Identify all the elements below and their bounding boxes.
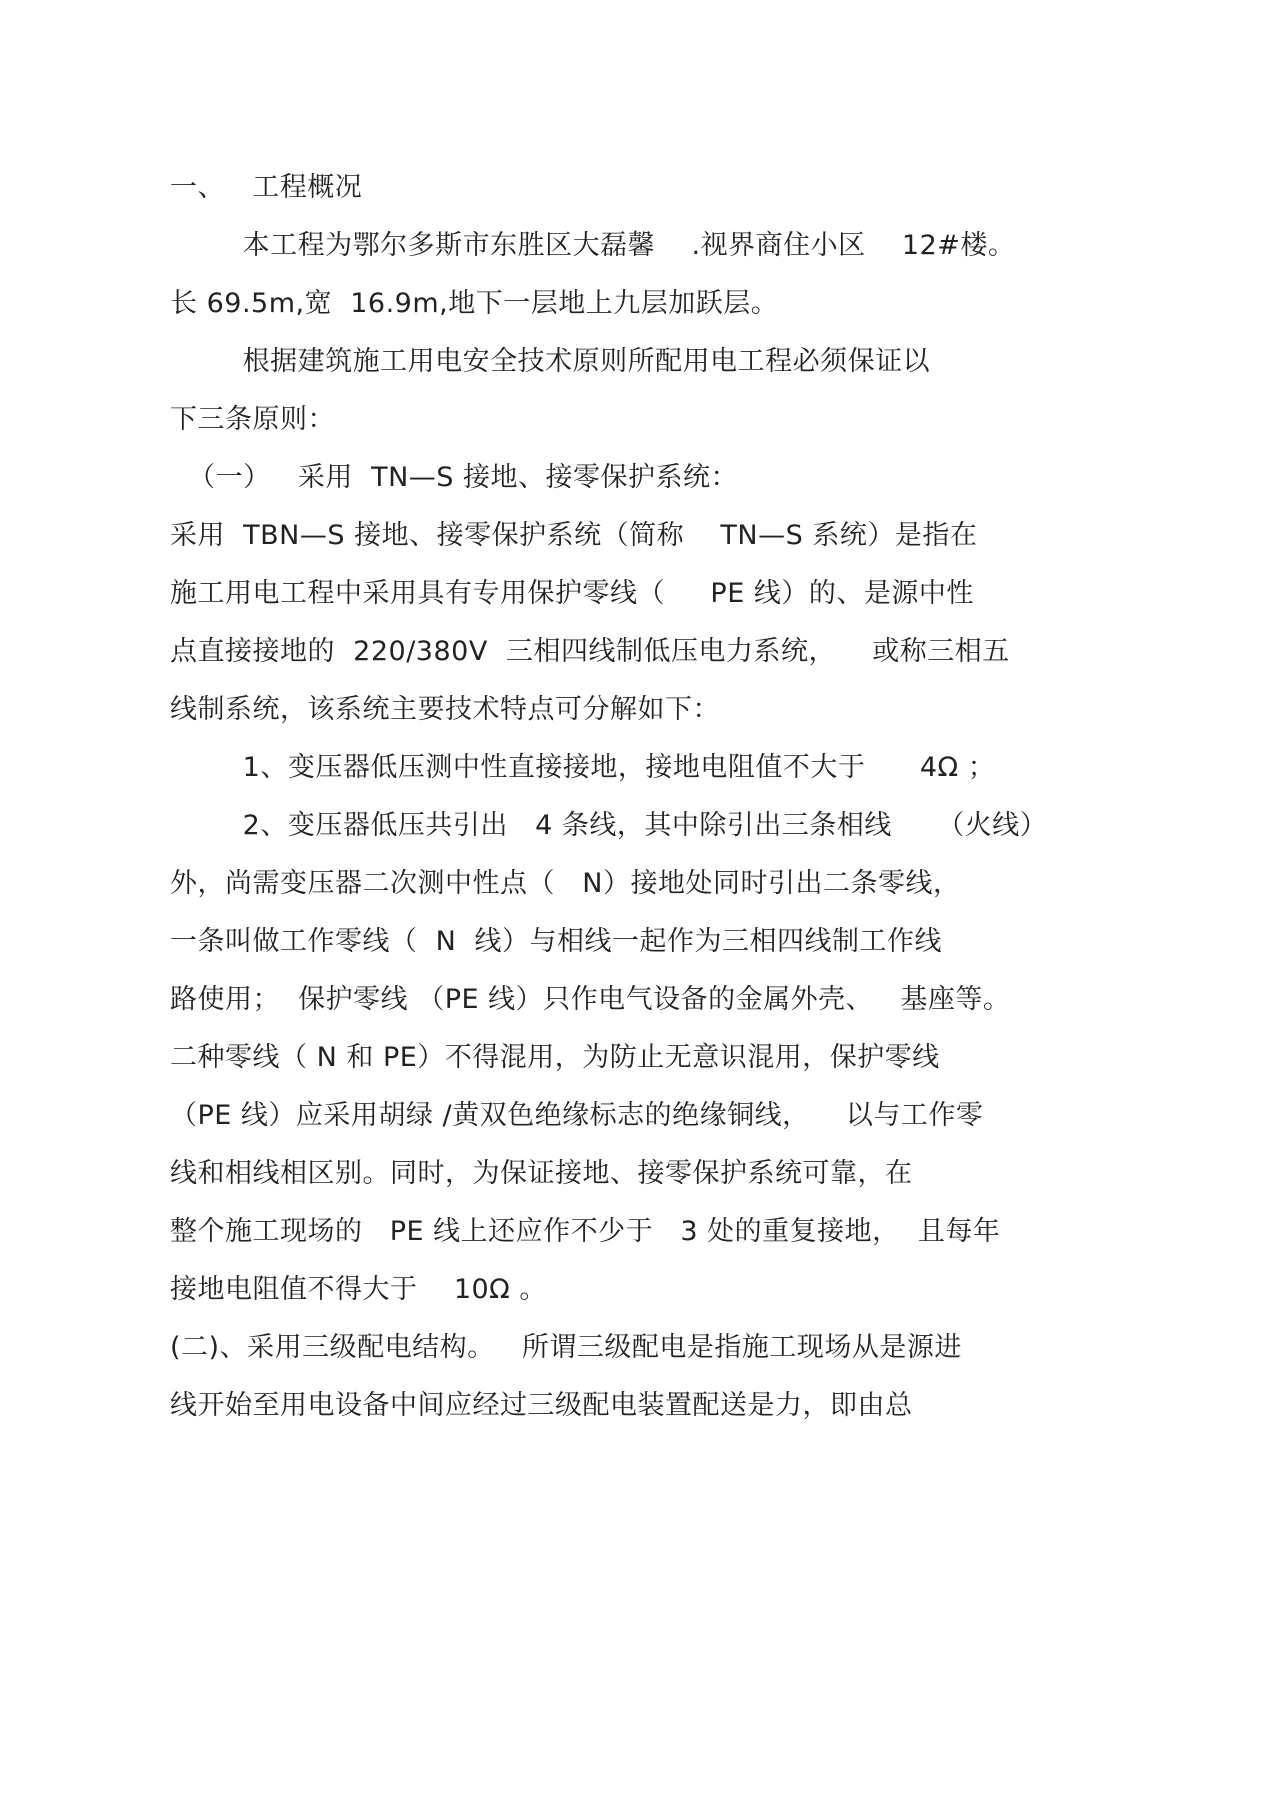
section-heading: 一、 工程概况 <box>170 172 363 203</box>
paragraph-line: （PE 线）应采用胡绿 /黄双色绝缘标志的绝缘铜线， 以与工作零 <box>170 1100 984 1131</box>
paragraph-line: 外，尚需变压器二次测中性点（ N）接地处同时引出二条零线， <box>170 868 961 899</box>
paragraph-line: 路使用； 保护零线 （PE 线）只作电气设备的金属外壳、 基座等。 <box>170 984 1011 1015</box>
paragraph-line: 二种零线（ N 和 PE）不得混用，为防止无意识混用，保护零线 <box>170 1042 940 1073</box>
paragraph-line: 线制系统，该系统主要技术特点可分解如下： <box>170 694 720 725</box>
list-item: 2、变压器低压共引出 4 条线，其中除引出三条相线 （火线） <box>170 810 1048 841</box>
list-item: 1、变压器低压测中性直接接地，接地电阻值不大于 4Ω ； <box>170 752 996 783</box>
subsection-heading: （一） 采用 TN—S 接地、接零保护系统： <box>170 462 738 493</box>
paragraph-line: 一条叫做工作零线（ N 线）与相线一起作为三相四线制工作线 <box>170 926 943 957</box>
paragraph-line: 施工用电工程中采用具有专用保护零线（ PE 线）的、是源中性 <box>170 578 974 609</box>
paragraph-line: 线和相线相区别。同时，为保证接地、接零保护系统可靠，在 <box>170 1158 913 1189</box>
paragraph-line: 整个施工现场的 PE 线上还应作不少于 3 处的重复接地， 且每年 <box>170 1216 1001 1247</box>
paragraph-line: 采用 TBN—S 接地、接零保护系统（简称 TN—S 系统）是指在 <box>170 520 978 551</box>
paragraph-line: 线开始至用电设备中间应经过三级配电装置配送是力，即由总 <box>170 1390 913 1421</box>
paragraph-line: 长 69.5m,宽 16.9m,地下一层地上九层加跃层。 <box>170 288 779 319</box>
paragraph-line: 下三条原则： <box>170 404 335 435</box>
subsection-heading: (二)、采用三级配电结构。 所谓三级配电是指施工现场从是源进 <box>170 1332 962 1363</box>
paragraph-line: 接地电阻值不得大于 10Ω 。 <box>170 1274 547 1305</box>
paragraph-line: 点直接接地的 220/380V 三相四线制低压电力系统， 或称三相五 <box>170 636 1010 667</box>
paragraph-line: 本工程为鄂尔多斯市东胜区大磊馨 .视界商住小区 12#楼。 <box>170 230 1016 261</box>
paragraph-line: 根据建筑施工用电安全技术原则所配用电工程必须保证以 <box>170 346 931 377</box>
